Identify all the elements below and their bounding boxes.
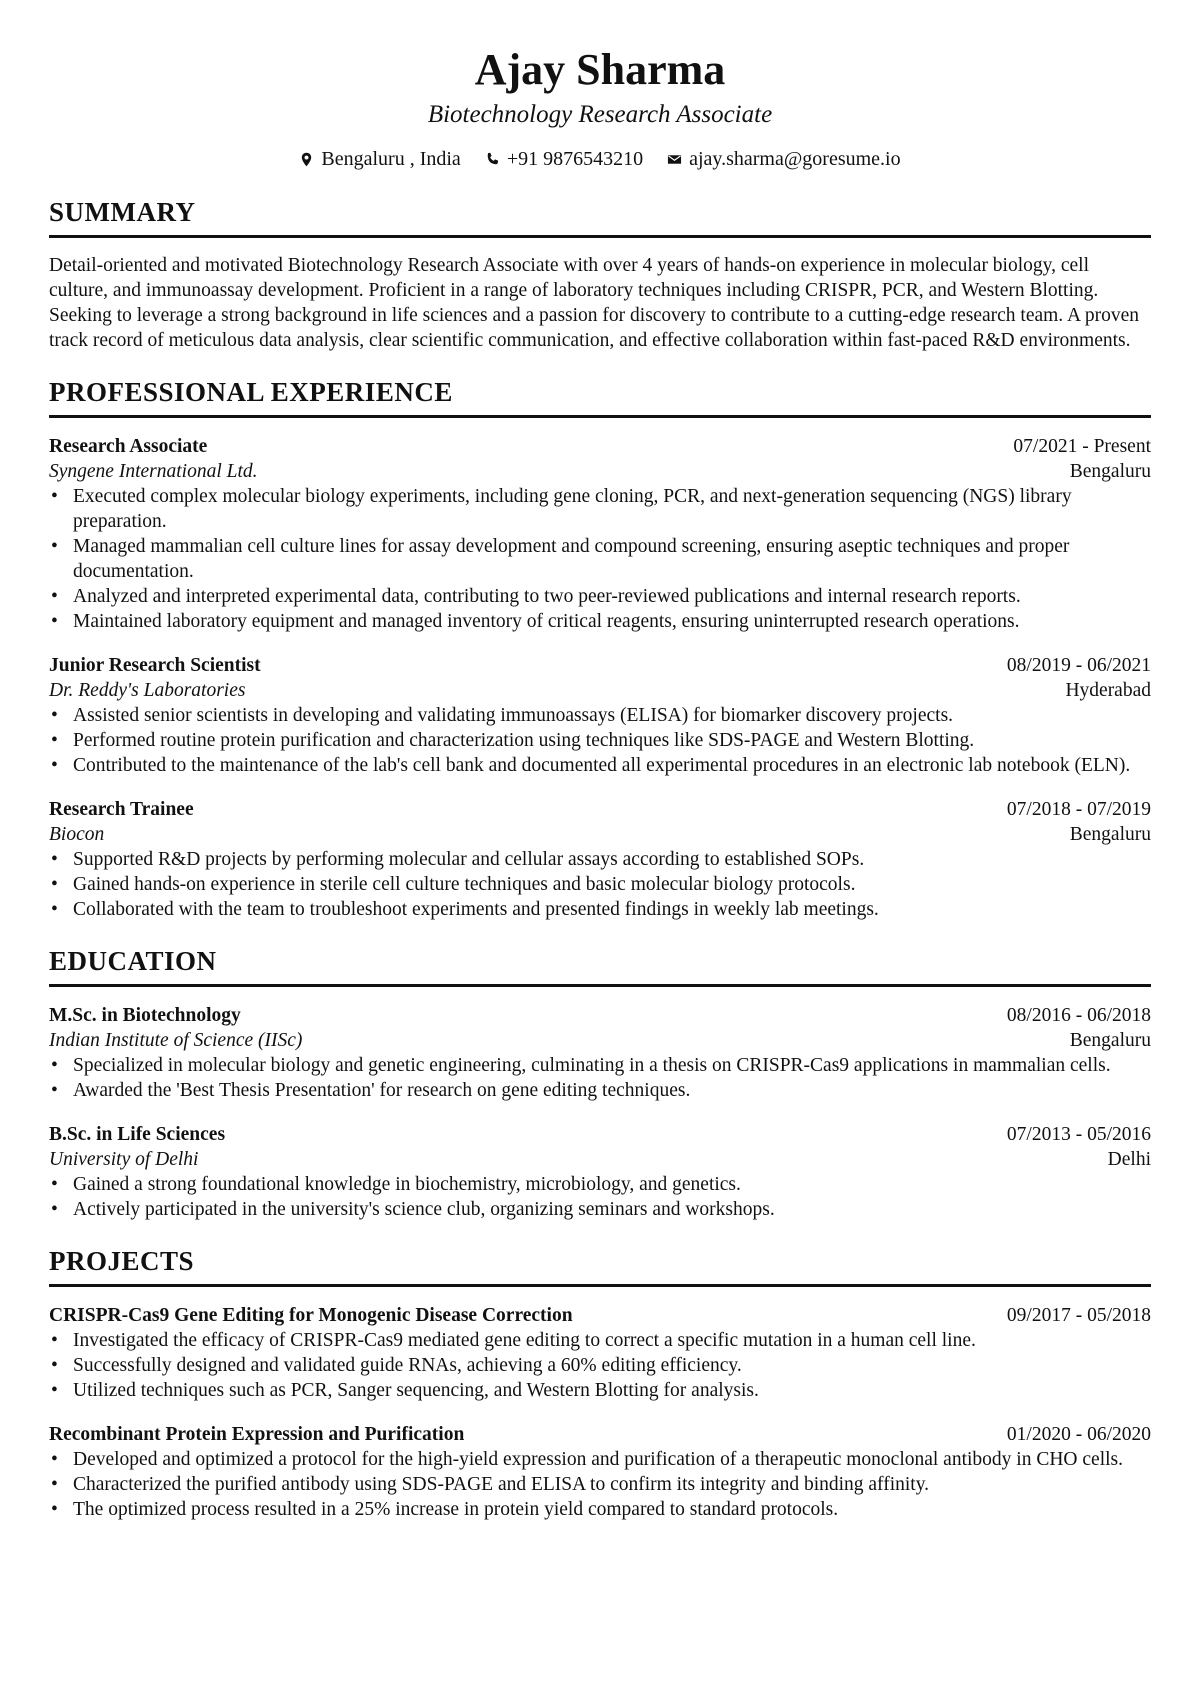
bullet-item: • Executed complex molecular biology experiments, including gene cloning, PCR, and next-generation sequencing (NGS) library preparation. [73,484,1151,534]
education-entry [49,1122,1151,1222]
bullet-list [49,1053,1151,1103]
summary-section [49,195,1151,353]
bullet-item: • Utilized techniques such as PCR, Sanger sequencing, and Western Blotting for analysis. [73,1378,1151,1403]
project-dates: 09/2017 - 05/2018 [1006,1305,1151,1326]
phone-icon [485,152,500,167]
contact-phone[interactable] [485,145,643,173]
job-location: Bengaluru [1069,461,1151,482]
school-name: Indian Institute of Science (IISc) [49,1030,303,1051]
education-section [49,944,1151,1222]
bullet-item: • Collaborated with the team to troubleshoot experiments and presented findings in weekly lab meetings. [73,897,1151,922]
candidate-name: Ajay Sharma [474,45,726,94]
project-entry [49,1422,1151,1522]
experience-entry [49,434,1151,634]
bullet-item: • Performed routine protein purification and characterization using techniques like SDS-PAGE and Western Blotting. [73,728,1151,753]
bullet-item: • Gained a strong foundational knowledge in biochemistry, microbiology, and genetics. [73,1172,1151,1197]
experience-entry [49,797,1151,922]
section-title: SUMMARY [49,195,1151,238]
section-title: PROJECTS [49,1244,1151,1287]
bullet-item: • Analyzed and interpreted experimental data, contributing to two peer-reviewed publications and internal research reports. [73,584,1151,609]
contact-email[interactable] [667,145,901,173]
section-title: EDUCATION [49,944,1151,987]
contact-location [299,145,460,173]
experience-entry [49,653,1151,778]
bullet-list [49,1172,1151,1222]
job-title: Research Associate [49,436,208,457]
summary-text: Detail-oriented and motivated Biotechnology Research Associate with over 4 years of hands-on experience in molecular biology, cell culture, and immunoassay development. Proficient in a range of laboratory techniques including CRISPR, PCR, and Western Blotting. Seeking to leverage a strong background in life sciences and a passion for discovery to contribute to a cutting-edge research team. A proven track record of meticulous data analysis, clear scientific communication, and effective collaboration within fast-paced R&D environments. [49,255,1140,351]
job-location: Bengaluru [1069,824,1151,845]
location-pin-icon [299,152,314,167]
bullet-item: • Actively participated in the university's science club, organizing seminars and workshops. [73,1197,1151,1222]
bullet-item: • Successfully designed and validated guide RNAs, achieving a 60% editing efficiency. [73,1353,1151,1378]
degree-name: B.Sc. in Life Sciences [49,1124,226,1145]
phone-text: +91 9876543210 [506,148,644,170]
bullet-list [49,1328,1151,1403]
school-location: Bengaluru [1069,1030,1151,1051]
education-entry [49,1003,1151,1103]
education-dates: 08/2016 - 06/2018 [1006,1005,1151,1026]
bullet-item: • Supported R&D projects by performing molecular and cellular assays according to established SOPs. [73,847,1151,872]
bullet-item: • Investigated the efficacy of CRISPR-Cas9 mediated gene editing to correct a specific mutation in a human cell line. [73,1328,1151,1353]
bullet-item: • The optimized process resulted in a 25% increase in protein yield compared to standard protocols. [73,1497,1151,1522]
school-name: University of Delhi [49,1149,199,1170]
location-text: Bengaluru , India [321,148,461,170]
job-dates: 07/2018 - 07/2019 [1006,799,1151,820]
job-location: Hyderabad [1065,680,1151,701]
bullet-item: • Contributed to the maintenance of the lab's cell bank and documented all experimental procedures in an electronic lab notebook (ELN). [73,753,1151,778]
job-title: Research Trainee [49,799,194,820]
employer-name: Syngene International Ltd. [49,461,258,482]
degree-name: M.Sc. in Biotechnology [49,1005,241,1026]
bullet-item: • Maintained laboratory equipment and managed inventory of critical reagents, ensuring uninterrupted research operations. [73,609,1151,634]
bullet-item: • Characterized the purified antibody using SDS-PAGE and ELISA to confirm its integrity and binding affinity. [73,1472,1151,1497]
bullet-list [49,484,1151,634]
job-dates: 07/2021 - Present [1013,436,1151,457]
envelope-icon [667,152,682,167]
candidate-headline: Biotechnology Research Associate [427,101,773,128]
contact-bar [49,145,1151,173]
email-text: ajay.sharma@goresume.io [689,148,901,170]
employer-name: Biocon [49,824,105,845]
bullet-item: • Specialized in molecular biology and genetic engineering, culminating in a thesis on CRISPR-Cas9 applications in mammalian cells. [73,1053,1151,1078]
bullet-list [49,703,1151,778]
bullet-list [49,847,1151,922]
employer-name: Dr. Reddy's Laboratories [49,680,246,701]
projects-section [49,1244,1151,1522]
bullet-list [49,1447,1151,1522]
project-name: CRISPR-Cas9 Gene Editing for Monogenic Disease Correction [49,1305,573,1326]
project-dates: 01/2020 - 06/2020 [1006,1424,1151,1445]
project-name: Recombinant Protein Expression and Purification [49,1424,465,1445]
education-dates: 07/2013 - 05/2016 [1006,1124,1151,1145]
job-title: Junior Research Scientist [49,655,261,676]
project-entry [49,1303,1151,1403]
section-title: PROFESSIONAL EXPERIENCE [49,375,1151,418]
school-location: Delhi [1107,1149,1151,1170]
bullet-item: • Developed and optimized a protocol for the high-yield expression and purification of a therapeutic monoclonal antibody in CHO cells. [73,1447,1151,1472]
job-dates: 08/2019 - 06/2021 [1006,655,1151,676]
bullet-item: • Awarded the 'Best Thesis Presentation' for research on gene editing techniques. [73,1078,1151,1103]
bullet-item: • Assisted senior scientists in developing and validating immunoassays (ELISA) for biomarker discovery projects. [73,703,1151,728]
bullet-item: • Managed mammalian cell culture lines for assay development and compound screening, ensuring aseptic techniques and proper documentation. [73,534,1151,584]
experience-section [49,375,1151,922]
bullet-item: • Gained hands-on experience in sterile cell culture techniques and basic molecular biology protocols. [73,872,1151,897]
